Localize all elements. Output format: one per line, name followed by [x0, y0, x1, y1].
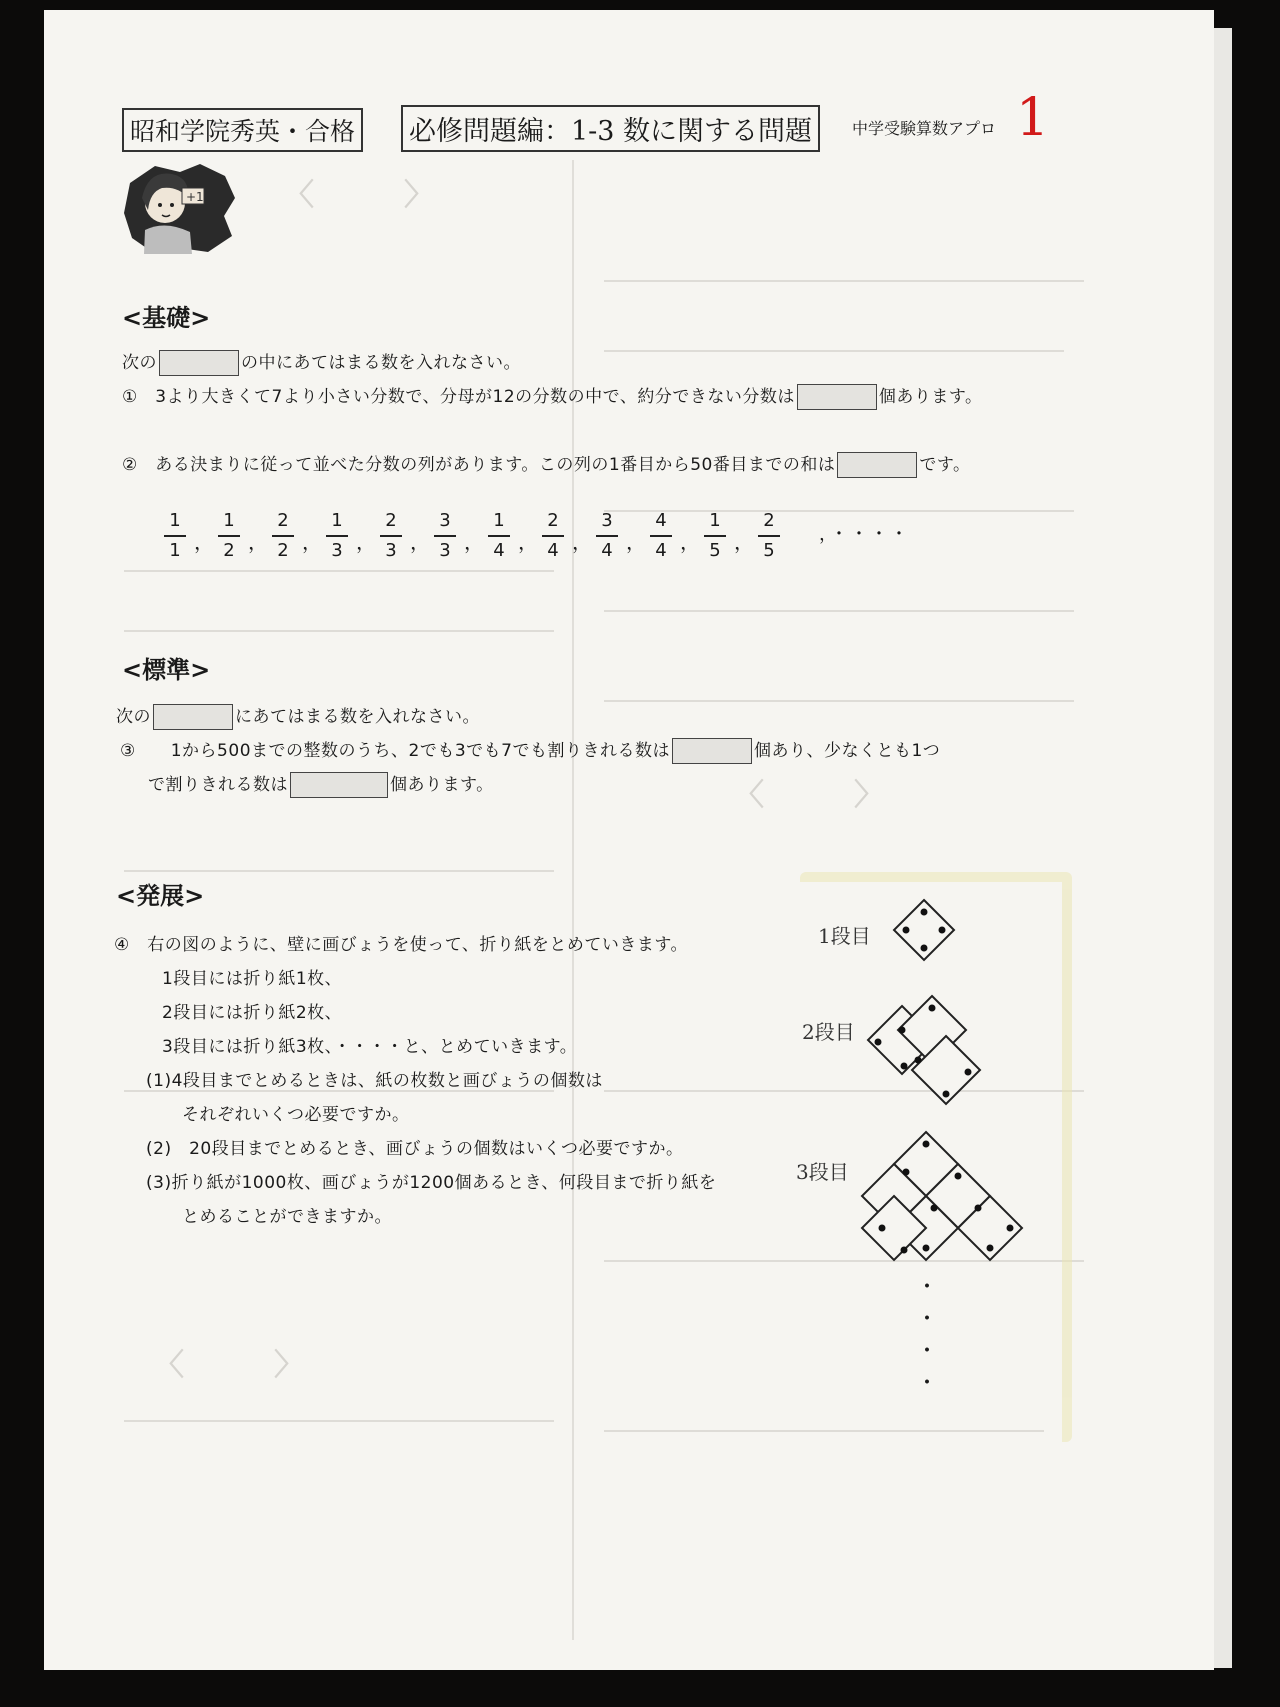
sub-question-3-a: (3)折り紙が1000枚、画びょうが1200個あるとき、何段目まで折り紙を	[146, 1173, 717, 1193]
fraction-denominator: 2	[223, 539, 235, 561]
fraction-bar	[326, 535, 348, 537]
hyojun-instruction-post: にあてはまる数を入れなさい。	[235, 707, 480, 727]
fraction-bar	[380, 535, 402, 537]
fraction-denominator: 5	[763, 539, 775, 561]
rule-line-2: 2段目には折り紙2枚、	[162, 1003, 343, 1023]
section-heading-hyojun: <標準>	[122, 656, 211, 684]
pin	[901, 1247, 908, 1254]
origami-pin-diagram	[834, 890, 1074, 1390]
bleed-through-decoration: 〈 〉	[284, 178, 434, 213]
fraction-numerator: 1	[493, 510, 505, 531]
bleed-through-line	[124, 570, 554, 572]
sequence-comma: ，	[464, 530, 484, 554]
figure-label-row-1: 1段目	[818, 924, 871, 948]
answer-box-q2[interactable]	[837, 452, 917, 478]
fraction	[538, 510, 568, 562]
fraction-bar	[542, 535, 564, 537]
fraction-denominator: 1	[169, 539, 181, 561]
answer-box-example	[159, 350, 239, 376]
kiso-instruction-pre: 次の	[122, 353, 157, 373]
section-heading-hatten: <発展>	[116, 882, 205, 910]
figure-label-row-3: 3段目	[796, 1160, 849, 1184]
fraction	[484, 510, 514, 562]
sequence-comma: ，	[248, 530, 268, 554]
sequence-comma: ，	[194, 530, 214, 554]
fraction	[160, 510, 190, 562]
pin	[879, 1225, 886, 1232]
bleed-through-decoration: 〈 〉	[154, 1348, 304, 1383]
series-name: 中学受験算数アプロ	[852, 119, 997, 138]
worksheet-page	[44, 10, 1214, 1670]
fraction-denominator: 4	[547, 539, 559, 561]
pin	[1007, 1225, 1014, 1232]
row-3-papers	[862, 1132, 1022, 1260]
bleed-through-decoration: 〈 〉	[734, 778, 884, 813]
answer-box-q3-b[interactable]	[290, 772, 388, 798]
fraction-numerator: 1	[223, 510, 235, 531]
question-2	[122, 450, 970, 478]
unit-title-box: 必修問題編：1-3 数に関する問題	[401, 105, 820, 152]
sequence-comma: ，	[680, 530, 700, 554]
hyojun-instruction	[116, 702, 480, 730]
sub-question-2: (2) 20段目までとめるとき、画びょうの個数はいくつ必要ですか。	[146, 1139, 684, 1159]
q3-text-1: ③ 1から500までの整数のうち、2でも3でも7でも割りきれる数は	[120, 741, 670, 761]
sequence-comma: ，	[626, 530, 646, 554]
bleed-through-line	[604, 610, 1074, 612]
sub-question-1-a: (1)4段目までとめるときは、紙の枚数と画びょうの個数は	[146, 1071, 603, 1091]
pin	[929, 1005, 936, 1012]
q3-text-2: で割りきれる数は	[148, 775, 288, 795]
sequence-comma: ，	[734, 530, 754, 554]
fraction-numerator: 2	[763, 510, 775, 531]
answer-box-example	[153, 704, 233, 730]
pin	[923, 1245, 930, 1252]
bleed-through-line	[604, 700, 1074, 702]
q1-text: ① 3より大きくて7より小さい分数で、分母が12の分数の中で、約分できない分数は	[122, 387, 795, 407]
fraction-denominator: 5	[709, 539, 721, 561]
pin	[903, 927, 910, 934]
pin	[975, 1205, 982, 1212]
fraction-numerator: 3	[601, 510, 613, 531]
q2-suffix: です。	[919, 455, 971, 475]
fraction	[700, 510, 730, 562]
fraction-bar	[434, 535, 456, 537]
fraction-bar	[272, 535, 294, 537]
pin	[915, 1057, 922, 1064]
fraction-numerator: 2	[547, 510, 559, 531]
pin	[901, 1063, 908, 1070]
fraction-numerator: 1	[169, 510, 181, 531]
fraction	[430, 510, 460, 562]
sequence-comma: ，	[518, 530, 538, 554]
pin	[899, 1027, 906, 1034]
hyojun-instruction-pre: 次の	[116, 707, 151, 727]
q2-text: ② ある決まりに従って並べた分数の列があります。この列の1番目から50番目までの和は	[122, 455, 836, 475]
pin	[943, 1091, 950, 1098]
pin	[875, 1039, 882, 1046]
row-2-papers	[868, 996, 980, 1104]
fraction-bar	[596, 535, 618, 537]
sequence-comma: ，	[410, 530, 430, 554]
fraction-denominator: 2	[277, 539, 289, 561]
pin	[955, 1173, 962, 1180]
fraction	[322, 510, 352, 562]
fraction-numerator: 3	[439, 510, 451, 531]
fraction-bar	[218, 535, 240, 537]
section-heading-kiso: <基礎>	[122, 304, 211, 332]
fraction-denominator: 4	[655, 539, 667, 561]
sub-question-3-b: とめることができますか。	[182, 1207, 392, 1227]
svg-text:+1: +1	[186, 190, 204, 204]
rule-line-1: 1段目には折り紙1枚、	[162, 969, 343, 989]
question-3-line-2	[148, 770, 494, 798]
page-number: 1	[1016, 88, 1050, 148]
bleed-through-line	[604, 350, 1064, 352]
question-1	[122, 382, 982, 410]
answer-box-q3-a[interactable]	[672, 738, 752, 764]
pin	[921, 909, 928, 916]
pin	[939, 927, 946, 934]
bleed-through-line	[124, 630, 554, 632]
answer-box-q1[interactable]	[797, 384, 877, 410]
fraction-numerator: 1	[331, 510, 343, 531]
pin	[987, 1245, 994, 1252]
fraction-denominator: 3	[385, 539, 397, 561]
fraction	[214, 510, 244, 562]
pin	[923, 1141, 930, 1148]
mascot-illustration	[120, 158, 240, 258]
bleed-through-line	[124, 870, 554, 872]
pin	[965, 1069, 972, 1076]
sequence-comma: ，	[302, 530, 322, 554]
sub-question-1-b: それぞれいくつ必要ですか。	[182, 1105, 410, 1125]
pin	[903, 1169, 910, 1176]
kiso-instruction	[122, 348, 521, 376]
q3-suffix-1: 個あり、少なくとも1つ	[753, 741, 941, 761]
fraction-denominator: 3	[439, 539, 451, 561]
fraction	[376, 510, 406, 562]
fraction-numerator: 2	[277, 510, 289, 531]
pin	[921, 945, 928, 952]
sequence-comma: ，	[356, 530, 376, 554]
pin	[931, 1205, 938, 1212]
fraction-numerator: 1	[709, 510, 721, 531]
fraction-bar	[650, 535, 672, 537]
fraction-bar	[704, 535, 726, 537]
fraction-denominator: 4	[493, 539, 505, 561]
fraction-bar	[164, 535, 186, 537]
q1-suffix: 個あります。	[878, 387, 983, 407]
question-4-intro: ④ 右の図のように、壁に画びょうを使って、折り紙をとめていきます。	[114, 935, 689, 955]
school-title-box: 昭和学院秀英・合格	[122, 108, 363, 152]
fraction-numerator: 2	[385, 510, 397, 531]
fraction	[268, 510, 298, 562]
continuation-dots: ・ ・ ・ ・	[916, 1275, 939, 1396]
rule-line-3: 3段目には折り紙3枚、・・・・と、とめていきます。	[162, 1037, 578, 1057]
question-3-line-1	[120, 736, 940, 764]
fraction	[646, 510, 676, 562]
fraction-bar	[758, 535, 780, 537]
bleed-through-line	[604, 280, 1084, 282]
fraction-denominator: 3	[331, 539, 343, 561]
fraction-denominator: 4	[601, 539, 613, 561]
sequence-ellipsis: ，・・・・	[819, 524, 910, 545]
fraction-numerator: 4	[655, 510, 667, 531]
figure-label-row-2: 2段目	[802, 1020, 855, 1044]
fraction-bar	[488, 535, 510, 537]
fraction	[592, 510, 622, 562]
q3-suffix-2: 個あります。	[390, 775, 494, 795]
bleed-through-line	[124, 1420, 554, 1422]
sequence-comma: ，	[572, 530, 592, 554]
fraction	[754, 510, 784, 562]
kiso-instruction-post: の中にあてはまる数を入れなさい。	[241, 353, 521, 373]
